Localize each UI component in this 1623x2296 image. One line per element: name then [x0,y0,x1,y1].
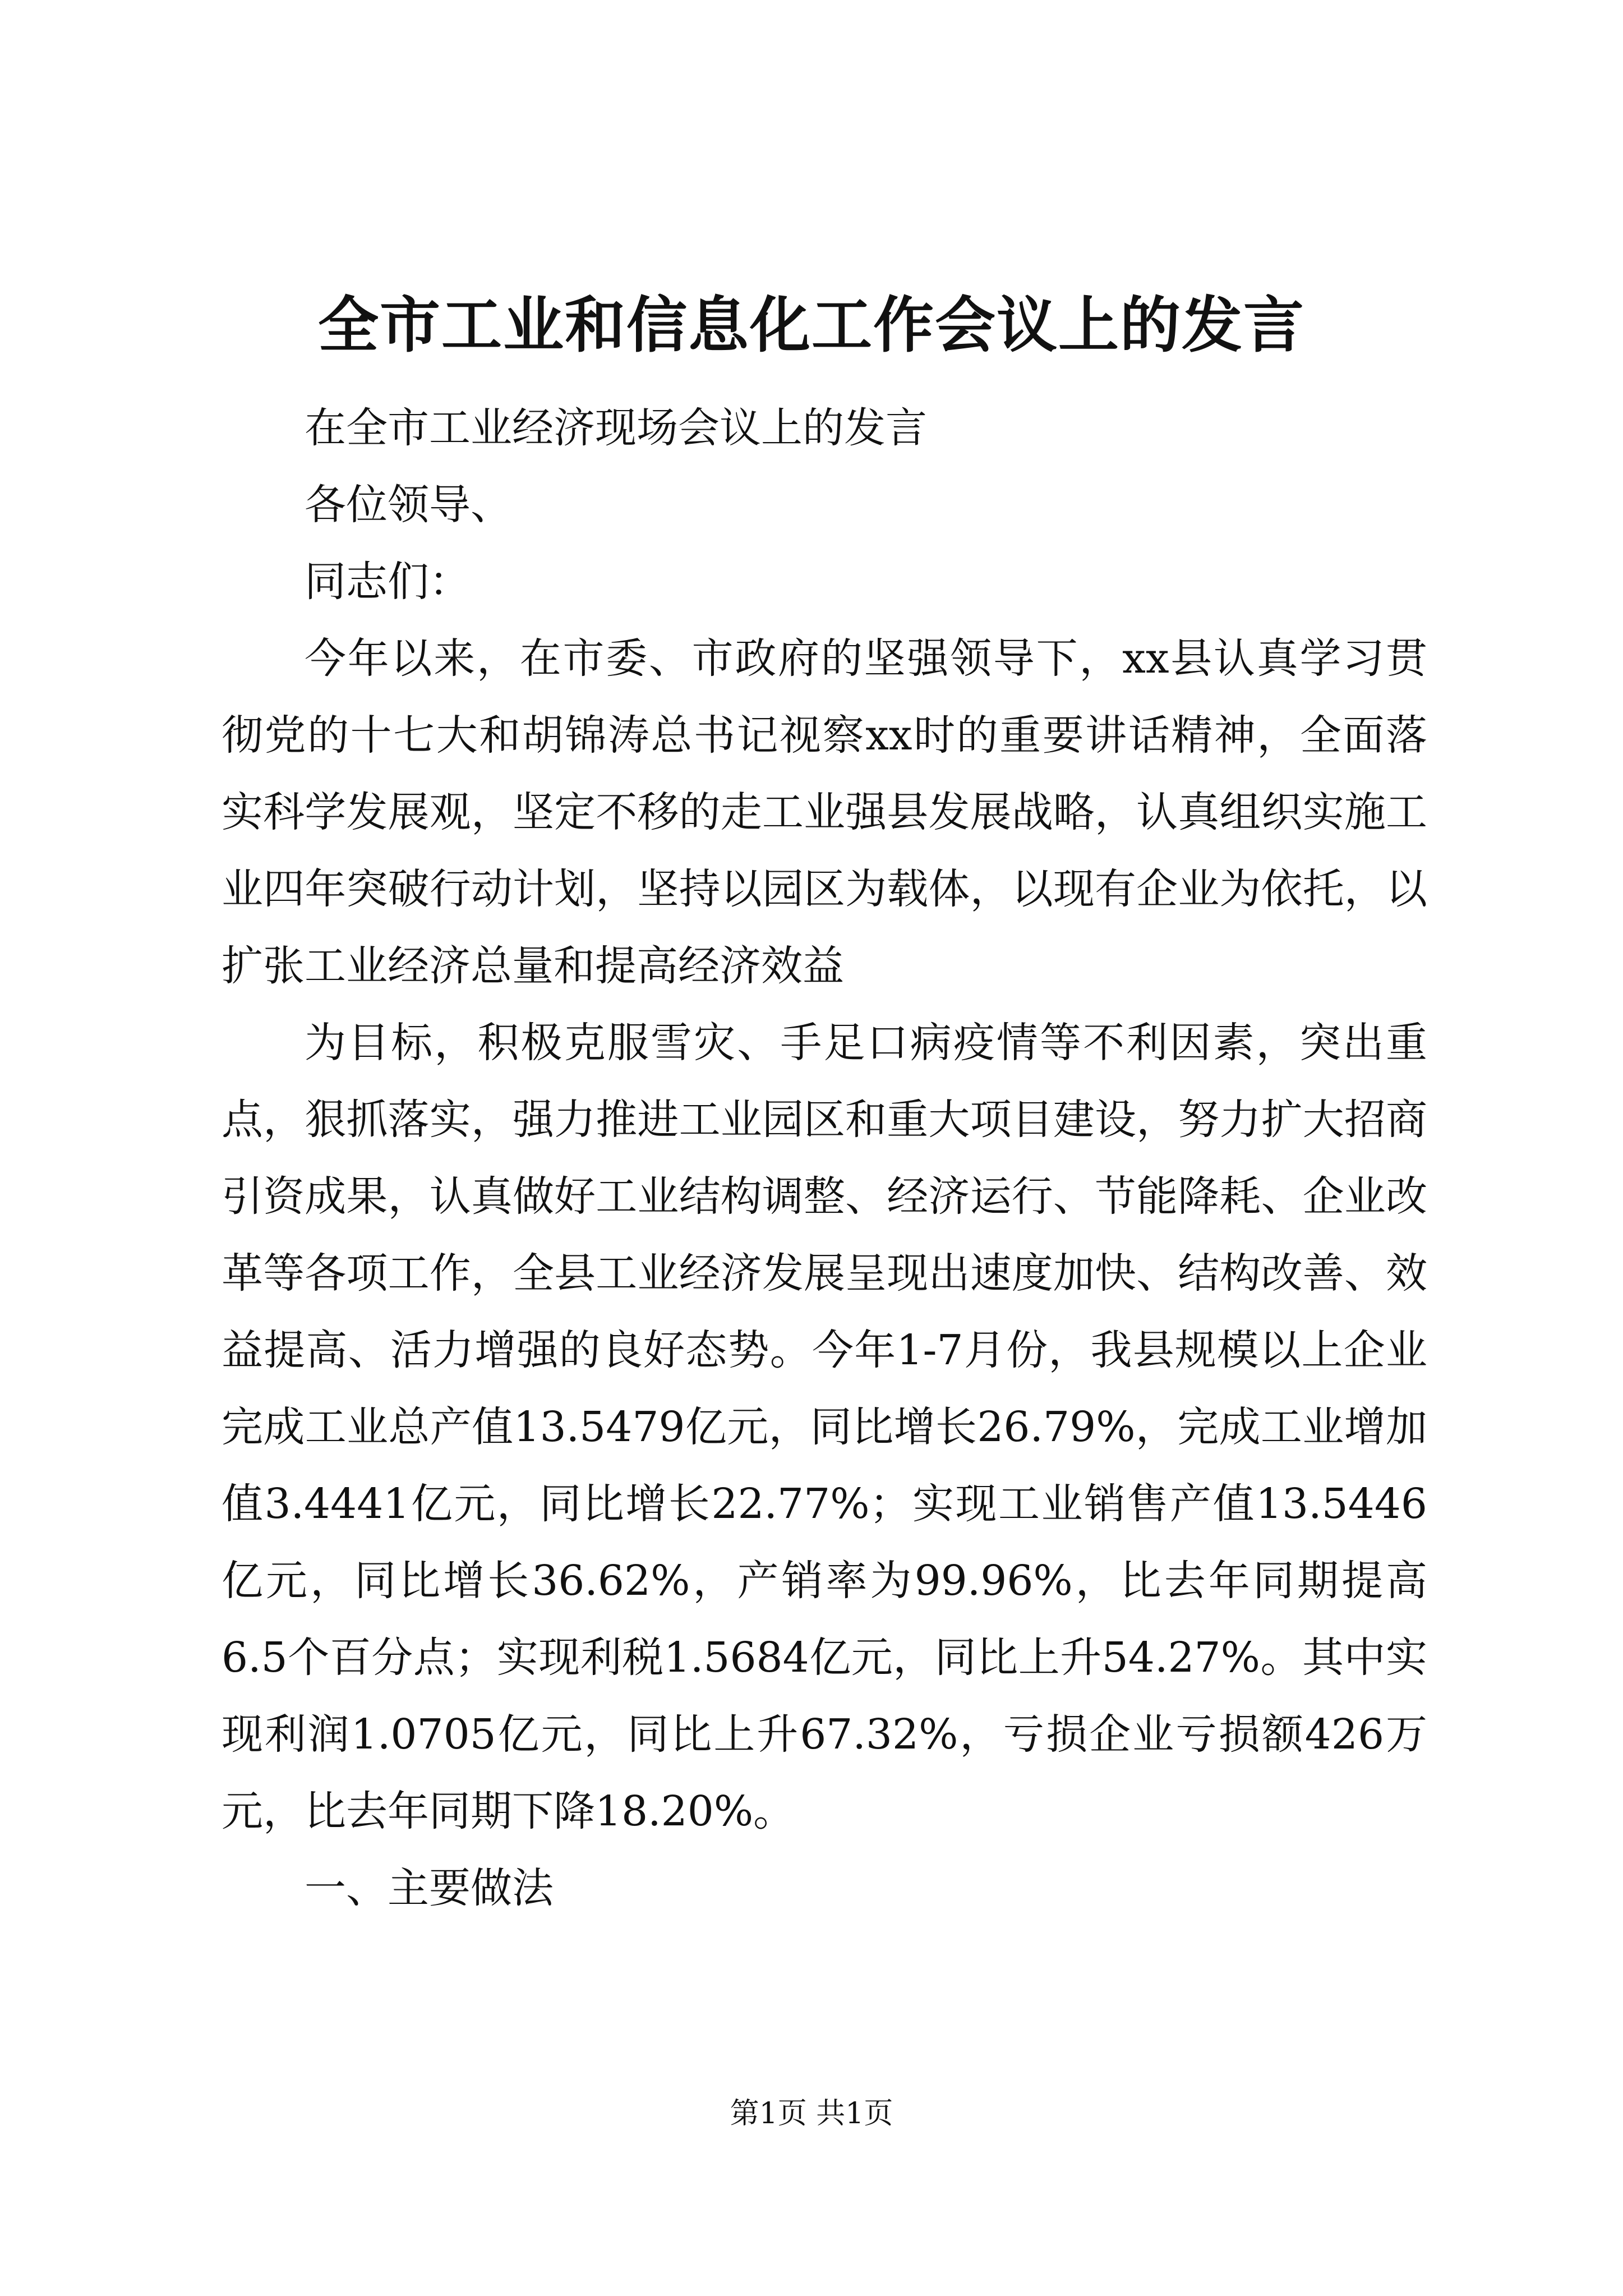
section-heading: 一、主要做法 [305,1864,554,1912]
document-title: 全市工业和信息化工作会议上的发言 [317,290,1305,361]
document-body [222,390,1427,1927]
subtitle-line: 在全市工业经济现场会议上的发言 [305,404,927,452]
salutation-line: 同志们： [305,558,471,606]
page-footer: 第1页 共1页 [730,2097,893,2131]
body-paragraph: 今年以来，在市委、市政府的坚强领导下，xx县认真学习贯彻党的十七大和胡锦涛总书记视察xx时的重要讲话精神，全面落实科学发展观，坚定不移的走工业强县发展战略，认真组织实施工业四年突破行动计划，坚持以园区为载体，以现有企业为依托，以扩张工业经济总量和提高经济效益 [222,634,1427,990]
salutation-line: 各位领导、 [305,481,512,529]
body-paragraph: 为目标，积极克服雪灾、手足口病疫情等不利因素，突出重点，狠抓落实，强力推进工业园区和重大项目建设，努力扩大招商引资成果，认真做好工业结构调整、经济运行、节能降耗、企业改革等各项工作，全县工业经济发展呈现出速度加快、结构改善、效益提高、活力增强的良好态势。今年1-7月份，我县规模以上企业完成工业总产值13.5479亿元，同比增长26.79%，完成工业增加值3.4441亿元，同比增长22.77%；实现工业销售产值13.5446亿元，同比增长36.62%，产销率为99.96%，比去年同期提高6.5个百分点；实现利税1.5684亿元，同比上升54.27%。其中实现利润1.0705亿元，同比上升67.32%，亏损企业亏损额426万元，比去年同期下降18.20%。 [222,1019,1427,1835]
